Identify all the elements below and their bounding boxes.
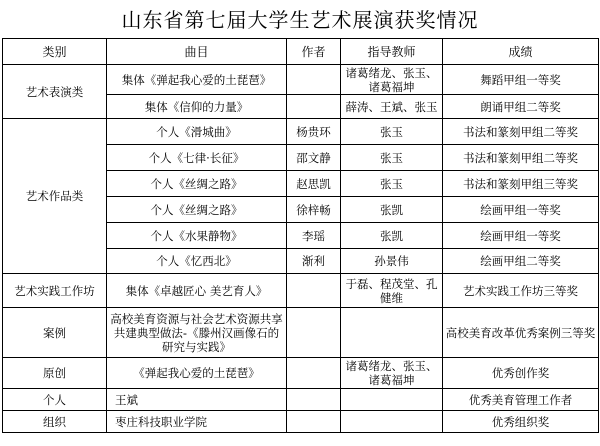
result-cell: 艺术实践工作坊三等奖 [443,274,599,308]
work-cell: 集体《弹起我心爱的土琵琶》 [107,65,287,95]
category-cell: 艺术表演类 [3,65,107,119]
work-cell: 枣庄科技职业学院 [107,411,287,433]
author-cell [287,389,341,411]
teacher-cell: 于磊、程茂堂、孔健维 [341,274,443,308]
awards-table [2,38,599,433]
author-cell [287,274,341,308]
work-cell: 个人《七律·长征》 [107,145,287,171]
author-cell [287,308,341,358]
teacher-cell [341,308,443,358]
teacher-cell: 张玉 [341,119,443,145]
author-cell: 杨贵环 [287,119,341,145]
teacher-cell: 张玉 [341,145,443,171]
result-cell: 优秀创作奖 [443,358,599,389]
teacher-cell: 薛涛、王斌、张玉 [341,95,443,119]
teacher-cell [341,389,443,411]
page-title: 山东省第七届大学生艺术展演获奖情况 [121,8,479,32]
category-cell: 原创 [3,358,107,389]
result-cell: 书法和篆刻甲组二等奖 [443,119,599,145]
category-cell: 艺术作品类 [3,119,107,274]
table-row [3,411,599,433]
author-cell: 邵文静 [287,145,341,171]
teacher-cell: 诸葛绪龙、张玉、诸葛福坤 [341,358,443,389]
work-cell: 个人《丝绸之路》 [107,197,287,223]
table-row [3,308,599,358]
work-cell: 集体《信仰的力量》 [107,95,287,119]
category-cell: 艺术实践工作坊 [3,274,107,308]
teacher-cell: 张凯 [341,223,443,249]
author-cell [287,411,341,433]
teacher-cell: 张玉 [341,171,443,197]
teacher-cell: 张凯 [341,197,443,223]
work-cell: 高校美育资源与社会艺术资源共享共建典型做法-《滕州汉画像石的研究与实践》 [107,308,287,358]
table-row [3,274,599,308]
category-cell: 案例 [3,308,107,358]
teacher-cell: 诸葛绪龙、张玉、诸葛福坤 [341,65,443,95]
table-row [3,65,599,95]
work-cell: 王斌 [107,389,287,411]
result-cell: 优秀组织奖 [443,411,599,433]
teacher-cell [341,411,443,433]
result-cell: 绘画甲组二等奖 [443,249,599,274]
table-row [3,119,599,145]
result-cell: 书法和篆刻甲组三等奖 [443,171,599,197]
work-cell: 个人《丝绸之路》 [107,171,287,197]
header-teacher: 指导教师 [341,39,443,65]
author-cell: 渐利 [287,249,341,274]
category-cell: 个人 [3,389,107,411]
author-cell: 赵思凯 [287,171,341,197]
result-cell: 绘画甲组一等奖 [443,197,599,223]
teacher-cell: 孙景伟 [341,249,443,274]
author-cell [287,358,341,389]
work-cell: 个人《水果静物》 [107,223,287,249]
header-work: 曲目 [107,39,287,65]
author-cell [287,95,341,119]
author-cell: 徐梓畅 [287,197,341,223]
result-cell: 舞蹈甲组一等奖 [443,65,599,95]
work-cell: 个人《滑城曲》 [107,119,287,145]
result-cell: 朗诵甲组二等奖 [443,95,599,119]
header-result: 成绩 [443,39,599,65]
author-cell: 李瑶 [287,223,341,249]
work-cell: 《弹起我心爱的土琵琶》 [107,358,287,389]
table-row [3,389,599,411]
result-cell: 高校美育改革优秀案例三等奖 [443,308,599,358]
work-cell: 集体《卓越匠心 美艺育人》 [107,274,287,308]
category-cell: 组织 [3,411,107,433]
header-author: 作者 [287,39,341,65]
author-cell [287,65,341,95]
result-cell: 书法和篆刻甲组二等奖 [443,145,599,171]
result-cell: 优秀美育管理工作者 [443,389,599,411]
result-cell: 绘画甲组一等奖 [443,223,599,249]
table-row [3,358,599,389]
table-header-row [3,39,599,65]
work-cell: 个人《忆西北》 [107,249,287,274]
header-category: 类别 [3,39,107,65]
